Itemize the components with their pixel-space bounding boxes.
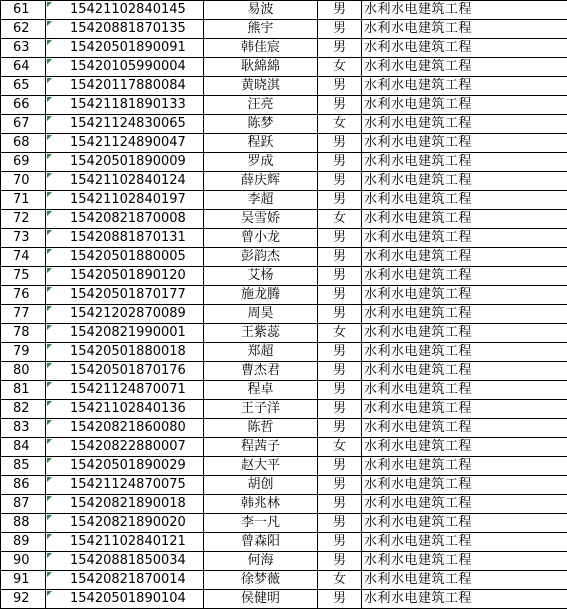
row-number-cell[interactable]: 85 xyxy=(1,457,46,476)
gender-cell[interactable]: 男 xyxy=(318,153,362,172)
gender-cell[interactable]: 男 xyxy=(318,381,362,400)
major-cell[interactable]: 水利水电建筑工程 xyxy=(362,305,567,324)
major-cell[interactable]: 水利水电建筑工程 xyxy=(362,20,567,39)
student-id-cell[interactable] xyxy=(46,1,204,20)
major-cell[interactable]: 水利水电建筑工程 xyxy=(362,58,567,77)
student-id-text: 15421202870089 xyxy=(70,306,186,321)
row-number-cell[interactable]: 89 xyxy=(1,533,46,552)
green-triangle-icon xyxy=(47,268,52,273)
row-number-cell[interactable]: 74 xyxy=(1,248,46,267)
student-name-cell[interactable]: 熊宇 xyxy=(204,20,318,39)
gender-cell[interactable]: 男 xyxy=(318,191,362,210)
student-id-cell[interactable] xyxy=(46,267,204,286)
student-id-cell[interactable] xyxy=(46,495,204,514)
student-id-text: 15420501890029 xyxy=(70,458,186,473)
student-name-cell[interactable]: 徐梦薇 xyxy=(204,571,318,590)
major-cell[interactable]: 水利水电建筑工程 xyxy=(362,172,567,191)
major-cell[interactable]: 水利水电建筑工程 xyxy=(362,476,567,495)
student-id-cell[interactable] xyxy=(46,590,204,609)
student-name-cell[interactable]: 陈梦 xyxy=(204,115,318,134)
major-cell[interactable]: 水利水电建筑工程 xyxy=(362,39,567,58)
row-number-cell[interactable]: 88 xyxy=(1,514,46,533)
row-number-cell[interactable]: 69 xyxy=(1,153,46,172)
green-triangle-icon xyxy=(47,515,52,520)
student-id-text: 15420117880084 xyxy=(70,78,186,93)
table-row xyxy=(1,457,567,476)
student-id-cell[interactable] xyxy=(46,115,204,134)
student-name-cell[interactable]: 易波 xyxy=(204,1,318,20)
green-triangle-icon xyxy=(47,78,52,83)
table-row xyxy=(1,286,567,305)
row-number-cell[interactable]: 64 xyxy=(1,58,46,77)
green-triangle-icon xyxy=(47,344,52,349)
green-triangle-icon xyxy=(47,591,52,596)
student-id-cell[interactable] xyxy=(46,191,204,210)
student-id-cell[interactable] xyxy=(46,153,204,172)
table-body xyxy=(1,1,567,609)
student-id-cell[interactable] xyxy=(46,286,204,305)
green-triangle-icon xyxy=(47,154,52,159)
green-triangle-icon xyxy=(47,40,52,45)
student-id-text: 15420821890018 xyxy=(70,496,186,511)
gender-cell[interactable]: 男 xyxy=(318,305,362,324)
student-id-text: 15421124830065 xyxy=(70,116,186,131)
major-cell[interactable]: 水利水电建筑工程 xyxy=(362,438,567,457)
major-cell[interactable]: 水利水电建筑工程 xyxy=(362,362,567,381)
student-name-cell[interactable]: 李超 xyxy=(204,191,318,210)
table-row xyxy=(1,419,567,438)
table-row xyxy=(1,210,567,229)
green-triangle-icon xyxy=(47,420,52,425)
row-number-cell[interactable]: 90 xyxy=(1,552,46,571)
gender-cell[interactable]: 男 xyxy=(318,419,362,438)
table-row xyxy=(1,324,567,343)
row-number-cell[interactable]: 86 xyxy=(1,476,46,495)
major-cell[interactable]: 水利水电建筑工程 xyxy=(362,191,567,210)
table-row xyxy=(1,267,567,286)
student-id-text: 15420881870135 xyxy=(70,21,186,36)
student-id-text: 15420821870014 xyxy=(70,572,186,587)
gender-cell[interactable]: 男 xyxy=(318,20,362,39)
student-id-text: 15420821860080 xyxy=(70,420,186,435)
table-row xyxy=(1,248,567,267)
gender-cell[interactable]: 女 xyxy=(318,571,362,590)
green-triangle-icon xyxy=(47,553,52,558)
student-id-text: 15421181890133 xyxy=(70,97,186,112)
green-triangle-icon xyxy=(47,59,52,64)
student-id-text: 15421102840145 xyxy=(70,2,186,17)
student-name-cell[interactable]: 黄晓淇 xyxy=(204,77,318,96)
table-row xyxy=(1,305,567,324)
table-row xyxy=(1,438,567,457)
row-number-cell[interactable]: 80 xyxy=(1,362,46,381)
green-triangle-icon xyxy=(47,496,52,501)
student-name-cell[interactable]: 程茜子 xyxy=(204,438,318,457)
row-number-cell[interactable]: 77 xyxy=(1,305,46,324)
student-id-text: 15421102840197 xyxy=(70,192,186,207)
major-cell[interactable]: 水利水电建筑工程 xyxy=(362,77,567,96)
table-row xyxy=(1,514,567,533)
student-id-text: 15420501890091 xyxy=(70,40,186,55)
row-number-cell[interactable]: 62 xyxy=(1,20,46,39)
student-id-text: 15420501890104 xyxy=(70,591,186,606)
green-triangle-icon xyxy=(47,173,52,178)
student-name-cell[interactable]: 汪亮 xyxy=(204,96,318,115)
green-triangle-icon xyxy=(47,439,52,444)
student-id-text: 15420501880018 xyxy=(70,344,186,359)
row-number-cell[interactable]: 83 xyxy=(1,419,46,438)
gender-cell[interactable]: 女 xyxy=(318,324,362,343)
row-number-cell[interactable]: 92 xyxy=(1,590,46,609)
table-row xyxy=(1,476,567,495)
gender-cell[interactable]: 男 xyxy=(318,476,362,495)
gender-cell[interactable]: 男 xyxy=(318,267,362,286)
student-name-cell[interactable]: 罗成 xyxy=(204,153,318,172)
student-id-cell[interactable] xyxy=(46,514,204,533)
green-triangle-icon xyxy=(47,477,52,482)
student-id-text: 15421124890047 xyxy=(70,135,186,150)
table-row xyxy=(1,533,567,552)
gender-cell[interactable]: 男 xyxy=(318,590,362,609)
student-name-cell[interactable]: 陈哲 xyxy=(204,419,318,438)
student-id-cell[interactable] xyxy=(46,20,204,39)
student-name-cell[interactable]: 李一凡 xyxy=(204,514,318,533)
green-triangle-icon xyxy=(47,21,52,26)
student-id-cell[interactable] xyxy=(46,229,204,248)
major-cell[interactable]: 水利水电建筑工程 xyxy=(362,343,567,362)
table-row xyxy=(1,1,567,20)
student-id-text: 15421102840121 xyxy=(70,534,186,549)
major-cell[interactable]: 水利水电建筑工程 xyxy=(362,153,567,172)
major-cell[interactable]: 水利水电建筑工程 xyxy=(362,571,567,590)
major-cell[interactable]: 水利水电建筑工程 xyxy=(362,1,567,20)
green-triangle-icon xyxy=(47,2,52,7)
gender-cell[interactable]: 男 xyxy=(318,514,362,533)
student-id-cell[interactable] xyxy=(46,96,204,115)
major-cell[interactable]: 水利水电建筑工程 xyxy=(362,248,567,267)
green-triangle-icon xyxy=(47,401,52,406)
table-row xyxy=(1,20,567,39)
student-name-cell[interactable]: 耿綿綿 xyxy=(204,58,318,77)
gender-cell[interactable]: 男 xyxy=(318,229,362,248)
student-id-cell[interactable] xyxy=(46,210,204,229)
student-id-text: 15420822880007 xyxy=(70,439,186,454)
table-row xyxy=(1,172,567,191)
gender-cell[interactable]: 男 xyxy=(318,343,362,362)
student-id-cell[interactable] xyxy=(46,571,204,590)
gender-cell[interactable]: 男 xyxy=(318,533,362,552)
student-name-cell[interactable]: 周昊 xyxy=(204,305,318,324)
green-triangle-icon xyxy=(47,249,52,254)
row-number-cell[interactable]: 61 xyxy=(1,1,46,20)
row-number-cell[interactable]: 70 xyxy=(1,172,46,191)
major-cell[interactable]: 水利水电建筑工程 xyxy=(362,419,567,438)
major-cell[interactable]: 水利水电建筑工程 xyxy=(362,533,567,552)
table-row xyxy=(1,96,567,115)
gender-cell[interactable]: 男 xyxy=(318,457,362,476)
student-name-cell[interactable]: 赵大平 xyxy=(204,457,318,476)
row-number-cell[interactable]: 84 xyxy=(1,438,46,457)
major-cell[interactable]: 水利水电建筑工程 xyxy=(362,552,567,571)
row-number-cell[interactable]: 76 xyxy=(1,286,46,305)
gender-cell[interactable]: 男 xyxy=(318,172,362,191)
student-id-cell[interactable] xyxy=(46,324,204,343)
gender-cell[interactable]: 女 xyxy=(318,438,362,457)
student-id-cell[interactable] xyxy=(46,400,204,419)
major-cell[interactable]: 水利水电建筑工程 xyxy=(362,134,567,153)
table-row xyxy=(1,381,567,400)
green-triangle-icon xyxy=(47,458,52,463)
student-name-cell[interactable]: 韩兆林 xyxy=(204,495,318,514)
green-triangle-icon xyxy=(47,306,52,311)
student-id-text: 15420821990001 xyxy=(70,325,186,340)
student-id-cell[interactable] xyxy=(46,419,204,438)
table-row xyxy=(1,58,567,77)
student-id-text: 15421102840124 xyxy=(70,173,186,188)
green-triangle-icon xyxy=(47,135,52,140)
student-id-cell[interactable] xyxy=(46,533,204,552)
major-cell[interactable]: 水利水电建筑工程 xyxy=(362,286,567,305)
gender-cell[interactable]: 男 xyxy=(318,362,362,381)
student-id-cell[interactable] xyxy=(46,172,204,191)
student-id-text: 15421102840136 xyxy=(70,401,186,416)
major-cell[interactable]: 水利水电建筑工程 xyxy=(362,324,567,343)
row-number-cell[interactable]: 66 xyxy=(1,96,46,115)
major-cell[interactable]: 水利水电建筑工程 xyxy=(362,457,567,476)
student-id-cell[interactable] xyxy=(46,39,204,58)
student-id-text: 15421124870071 xyxy=(70,382,186,397)
student-id-text: 15420501880005 xyxy=(70,249,186,264)
student-id-cell[interactable] xyxy=(46,134,204,153)
student-id-cell[interactable] xyxy=(46,343,204,362)
table-row xyxy=(1,134,567,153)
table-row xyxy=(1,115,567,134)
gender-cell[interactable]: 女 xyxy=(318,58,362,77)
green-triangle-icon xyxy=(47,116,52,121)
student-name-cell[interactable]: 艾杨 xyxy=(204,267,318,286)
row-number-cell[interactable]: 78 xyxy=(1,324,46,343)
gender-cell[interactable]: 男 xyxy=(318,495,362,514)
student-id-text: 15420501870177 xyxy=(70,287,186,302)
student-id-text: 15420105990004 xyxy=(70,59,186,74)
row-number-cell[interactable]: 67 xyxy=(1,115,46,134)
green-triangle-icon xyxy=(47,325,52,330)
table-row xyxy=(1,362,567,381)
green-triangle-icon xyxy=(47,382,52,387)
major-cell[interactable]: 水利水电建筑工程 xyxy=(362,381,567,400)
student-id-text: 15421124870075 xyxy=(70,477,186,492)
major-cell[interactable]: 水利水电建筑工程 xyxy=(362,115,567,134)
student-name-cell[interactable]: 曾小龙 xyxy=(204,229,318,248)
gender-cell[interactable]: 女 xyxy=(318,210,362,229)
gender-cell[interactable]: 男 xyxy=(318,96,362,115)
student-name-cell[interactable]: 程跃 xyxy=(204,134,318,153)
gender-cell[interactable]: 男 xyxy=(318,552,362,571)
green-triangle-icon xyxy=(47,534,52,539)
student-name-cell[interactable]: 韩佳宸 xyxy=(204,39,318,58)
row-number-cell[interactable]: 87 xyxy=(1,495,46,514)
gender-cell[interactable]: 男 xyxy=(318,77,362,96)
student-id-cell[interactable] xyxy=(46,58,204,77)
student-id-text: 15420881870131 xyxy=(70,230,186,245)
row-number-cell[interactable]: 73 xyxy=(1,229,46,248)
table-row xyxy=(1,571,567,590)
student-id-cell[interactable] xyxy=(46,305,204,324)
table-row xyxy=(1,495,567,514)
table-row xyxy=(1,229,567,248)
student-name-cell[interactable]: 王子洋 xyxy=(204,400,318,419)
green-triangle-icon xyxy=(47,572,52,577)
student-name-cell[interactable]: 何海 xyxy=(204,552,318,571)
student-name-cell[interactable]: 胡创 xyxy=(204,476,318,495)
student-name-cell[interactable]: 吴雪娇 xyxy=(204,210,318,229)
student-name-cell[interactable]: 郑超 xyxy=(204,343,318,362)
major-cell[interactable]: 水利水电建筑工程 xyxy=(362,590,567,609)
student-name-cell[interactable]: 侯健明 xyxy=(204,590,318,609)
table-row xyxy=(1,343,567,362)
student-id-cell[interactable] xyxy=(46,362,204,381)
major-cell[interactable]: 水利水电建筑工程 xyxy=(362,229,567,248)
green-triangle-icon xyxy=(47,230,52,235)
table-row xyxy=(1,191,567,210)
row-number-cell[interactable]: 81 xyxy=(1,381,46,400)
student-id-text: 15420881850034 xyxy=(70,553,186,568)
student-name-cell[interactable]: 薛庆辉 xyxy=(204,172,318,191)
student-name-cell[interactable]: 曾森阳 xyxy=(204,533,318,552)
major-cell[interactable]: 水利水电建筑工程 xyxy=(362,400,567,419)
gender-cell[interactable]: 男 xyxy=(318,248,362,267)
student-id-text: 15420821890020 xyxy=(70,515,186,530)
green-triangle-icon xyxy=(47,287,52,292)
student-name-cell[interactable]: 彭韵杰 xyxy=(204,248,318,267)
row-number-cell[interactable]: 63 xyxy=(1,39,46,58)
row-number-cell[interactable]: 71 xyxy=(1,191,46,210)
student-id-text: 15420501870176 xyxy=(70,363,186,378)
major-cell[interactable]: 水利水电建筑工程 xyxy=(362,495,567,514)
major-cell[interactable]: 水利水电建筑工程 xyxy=(362,267,567,286)
student-id-text: 15420501890120 xyxy=(70,268,186,283)
gender-cell[interactable]: 男 xyxy=(318,134,362,153)
student-id-text: 15420501890009 xyxy=(70,154,186,169)
student-id-cell[interactable] xyxy=(46,457,204,476)
row-number-cell[interactable]: 65 xyxy=(1,77,46,96)
student-name-cell[interactable]: 王紫蕊 xyxy=(204,324,318,343)
table-row xyxy=(1,552,567,571)
row-number-cell[interactable]: 75 xyxy=(1,267,46,286)
row-number-cell[interactable]: 72 xyxy=(1,210,46,229)
row-number-cell[interactable]: 91 xyxy=(1,571,46,590)
row-number-cell[interactable]: 68 xyxy=(1,134,46,153)
student-name-cell[interactable]: 程卓 xyxy=(204,381,318,400)
table-row xyxy=(1,39,567,58)
table-row xyxy=(1,77,567,96)
student-id-text: 15420821870008 xyxy=(70,211,186,226)
student-id-cell[interactable] xyxy=(46,552,204,571)
student-id-cell[interactable] xyxy=(46,438,204,457)
gender-cell[interactable]: 女 xyxy=(318,115,362,134)
green-triangle-icon xyxy=(47,363,52,368)
student-id-cell[interactable] xyxy=(46,381,204,400)
student-id-cell[interactable] xyxy=(46,77,204,96)
student-name-cell[interactable]: 施龙腾 xyxy=(204,286,318,305)
row-number-cell[interactable]: 79 xyxy=(1,343,46,362)
row-number-cell[interactable]: 82 xyxy=(1,400,46,419)
gender-cell[interactable]: 男 xyxy=(318,39,362,58)
gender-cell[interactable]: 男 xyxy=(318,286,362,305)
student-id-cell[interactable] xyxy=(46,476,204,495)
table-row xyxy=(1,590,567,609)
gender-cell[interactable]: 男 xyxy=(318,400,362,419)
gender-cell[interactable]: 男 xyxy=(318,1,362,20)
student-id-cell[interactable] xyxy=(46,248,204,267)
major-cell[interactable]: 水利水电建筑工程 xyxy=(362,210,567,229)
student-name-cell[interactable]: 曹杰君 xyxy=(204,362,318,381)
green-triangle-icon xyxy=(47,211,52,216)
green-triangle-icon xyxy=(47,192,52,197)
green-triangle-icon xyxy=(47,97,52,102)
table-row xyxy=(1,153,567,172)
table-row xyxy=(1,400,567,419)
major-cell[interactable]: 水利水电建筑工程 xyxy=(362,96,567,115)
major-cell[interactable]: 水利水电建筑工程 xyxy=(362,514,567,533)
